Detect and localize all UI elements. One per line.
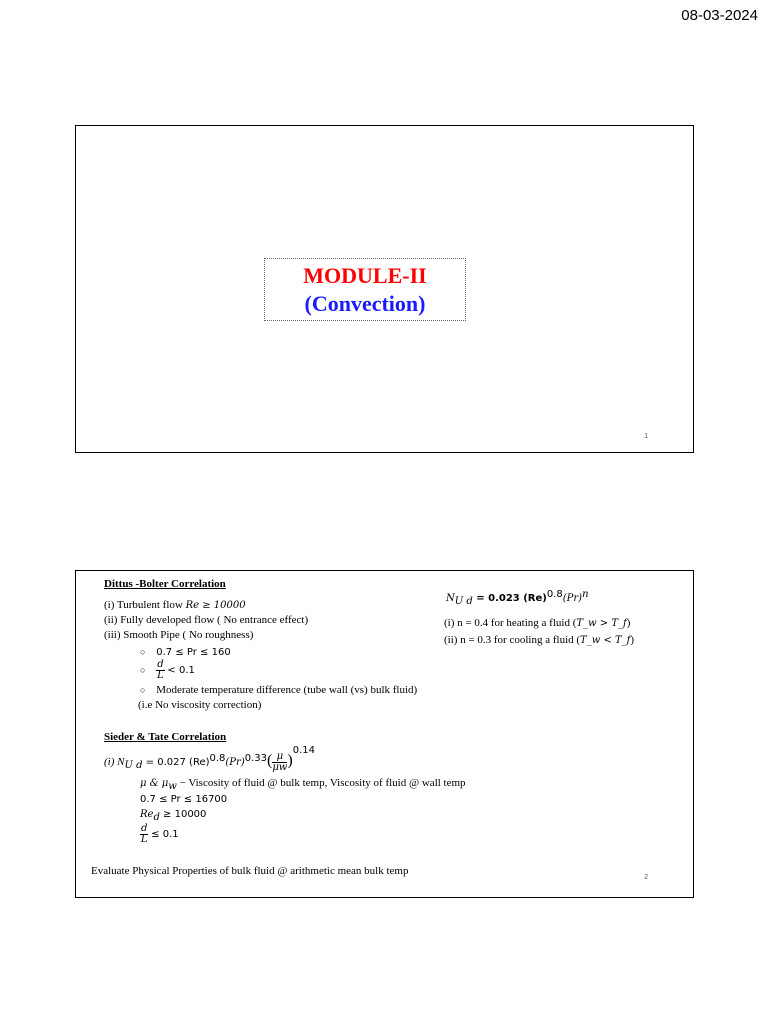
sieder-line-1-sub: w <box>168 781 177 792</box>
sieder-heading: Sieder & Tate Correlation <box>104 731 227 743</box>
module-title-box <box>264 258 466 321</box>
sieder-formula-rhs: = 0.027 (Re) <box>142 757 210 768</box>
case-1-suffix: ) <box>626 617 631 629</box>
bullet-circle-icon: ○ <box>140 665 146 676</box>
slide-1-page-number: 1 <box>644 433 648 440</box>
sieder-line-3-rest: ≥ 10000 <box>159 809 207 820</box>
sieder-formula-subscript: U d <box>124 760 143 771</box>
fraction-numerator: d <box>157 659 164 670</box>
dittus-bullet-1-text: 0.7 ≤ Pr ≤ 160 <box>156 647 231 658</box>
dittus-item-3: (iii) Smooth Pipe ( No roughness) <box>104 629 254 641</box>
case-1-text: (i) n = 0.4 for heating a fluid ( <box>444 617 577 629</box>
sieder-line-1-text: − Viscosity of fluid @ bulk temp, Viscosity of fluid @ wall temp <box>176 777 466 789</box>
sieder-line-1 <box>140 776 466 791</box>
sieder-exp-mu: 0.14 <box>292 745 315 756</box>
sieder-formula-label: (i) N <box>104 756 125 768</box>
dittus-bullet-3-text: Moderate temperature difference (tube wall (vs) bulk fluid) <box>156 684 418 696</box>
case-2-math: T_w < T_f <box>580 635 631 646</box>
mu-ratio-fraction <box>272 752 287 773</box>
dittus-case-2 <box>444 633 634 648</box>
formula-eq: = 0.023 (Re) <box>472 593 547 604</box>
sieder-line-2: 0.7 ≤ Pr ≤ 16700 <box>140 794 228 805</box>
slide-2-page-number: 2 <box>644 874 648 881</box>
sieder-line-1-math: μ & μ <box>140 778 169 789</box>
sieder-pr: (Pr) <box>225 757 245 768</box>
sieder-exp-pr: 0.33 <box>244 753 267 764</box>
formula-exp-re: 0.8 <box>546 589 563 600</box>
dittus-item-1-text: (i) Turbulent flow <box>104 599 186 611</box>
d-over-l-fraction <box>156 660 164 681</box>
fraction-denominator: L <box>157 670 164 681</box>
dittus-heading: Dittus -Bolter Correlation <box>104 578 226 590</box>
dittus-bullet-3 <box>140 683 417 698</box>
dittus-item-1 <box>104 598 246 613</box>
slide-2 <box>75 570 694 898</box>
formula-pr: (Pr) <box>562 593 583 604</box>
module-subtitle: (Convection) <box>304 291 426 316</box>
dittus-bullet-1 <box>140 645 231 660</box>
sieder-line-4-rest: ≤ 0.1 <box>151 829 179 841</box>
dittus-bullet-2-rest: < 0.1 <box>167 665 195 677</box>
dittus-item-1-math: Re ≥ 10000 <box>185 600 246 611</box>
dittus-note: (i.e No viscosity correction) <box>138 699 262 711</box>
sieder-line-3-sub: d <box>153 812 160 823</box>
sieder-line-3 <box>140 807 206 822</box>
formula-nu: N <box>446 593 455 604</box>
sieder-formula: (i) $N_{U d} = 0.027$ $(Re)^{0.8}(Pr)^{0.33}$( $\frac{\mu}{\mu w}$ )$^{0.14}$ <box>104 745 315 773</box>
fraction-numerator: d <box>141 823 148 834</box>
document-date: 08-03-2024 <box>681 7 758 24</box>
dittus-formula <box>446 591 589 606</box>
footer-note: Evaluate Physical Properties of bulk fluid @ arithmetic mean bulk temp <box>91 865 409 877</box>
formula-nu-subscript: U d <box>454 596 473 607</box>
dittus-case-1 <box>444 616 630 631</box>
sieder-line-4 <box>140 824 179 845</box>
sieder-exp-re: 0.8 <box>209 753 226 764</box>
fraction-denominator: L <box>140 834 148 845</box>
module-title: MODULE-II <box>303 263 427 288</box>
case-1-math: T_w > T_f <box>576 618 627 629</box>
sieder-d-over-l-fraction <box>140 824 148 845</box>
bullet-circle-icon: ○ <box>140 685 146 695</box>
bullet-circle-icon: ○ <box>140 647 146 657</box>
mu-denominator: μw <box>272 761 288 773</box>
dittus-item-2: (ii) Fully developed flow ( No entrance effect) <box>104 614 309 626</box>
mu-numerator: μ <box>272 752 287 763</box>
case-2-suffix: ) <box>630 634 635 646</box>
slide-1 <box>75 125 694 453</box>
dittus-bullet-2 <box>140 660 195 681</box>
formula-exp-n: n <box>582 589 589 600</box>
case-2-text: (ii) n = 0.3 for cooling a fluid ( <box>444 634 581 646</box>
sieder-line-3-re: Re <box>140 809 154 820</box>
